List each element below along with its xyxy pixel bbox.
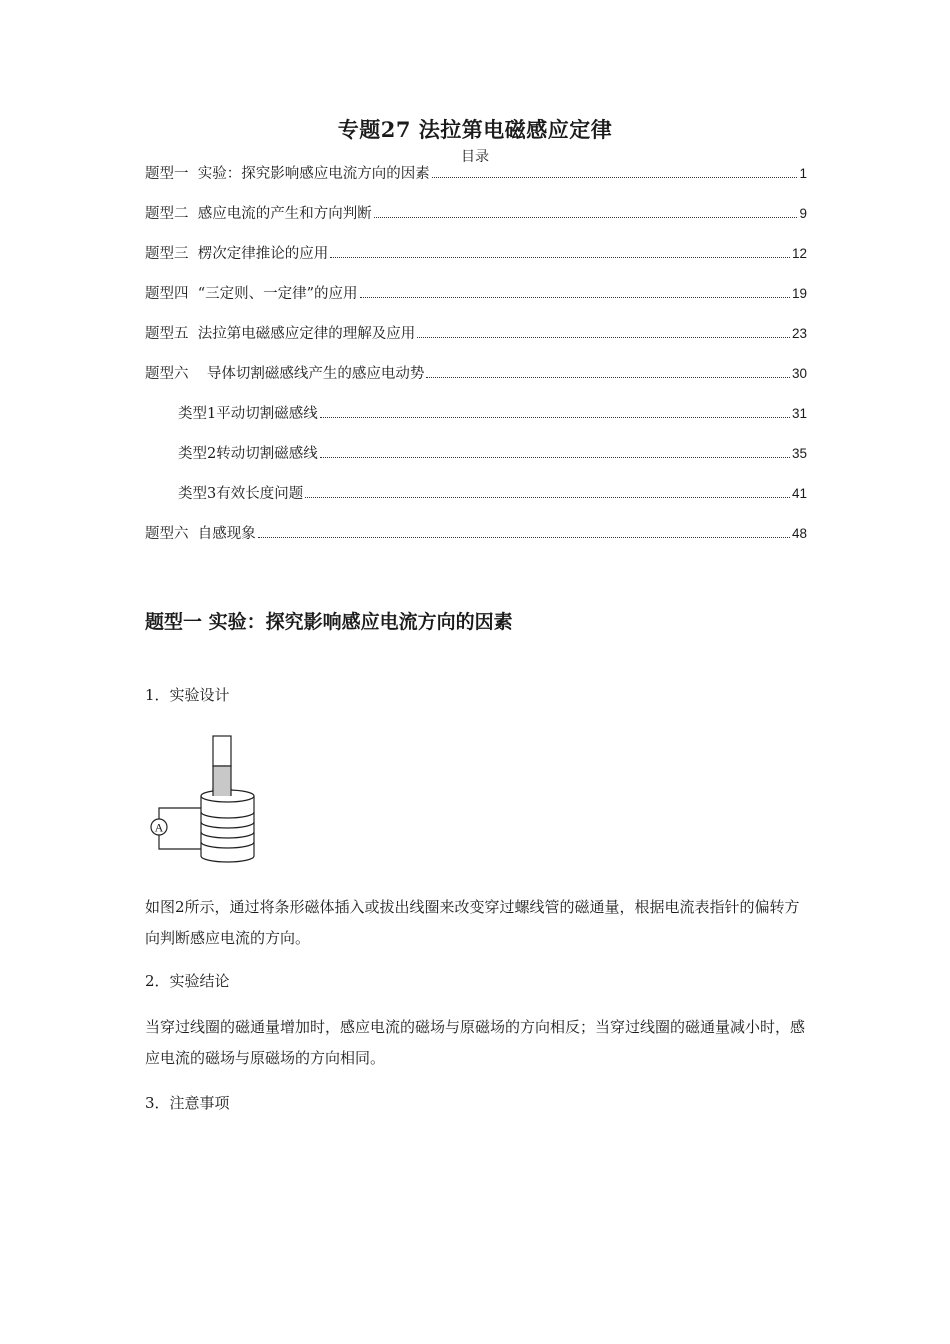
toc-entry[interactable] — [145, 162, 807, 202]
toc-heading: 目录 — [461, 149, 489, 165]
toc-entry-label: 题型二 感应电流的产生和方向判断 — [145, 206, 372, 222]
coil-winding — [201, 832, 254, 838]
toc-entry-label: 题型六 自感现象 — [145, 526, 256, 542]
toc-leader-dots — [320, 457, 790, 458]
toc-entry-label: 题型三 楞次定律推论的应用 — [145, 246, 329, 262]
toc-entry[interactable] — [145, 202, 807, 242]
table-of-contents — [145, 162, 807, 562]
experiment-figure — [145, 732, 265, 867]
toc-entry-page: 35 — [791, 446, 807, 461]
wire — [159, 835, 201, 849]
toc-leader-dots — [426, 377, 790, 378]
toc-entry[interactable] — [145, 482, 807, 522]
toc-entry-page: 19 — [791, 286, 807, 301]
toc-entry[interactable] — [145, 322, 807, 362]
toc-entry[interactable] — [145, 362, 807, 402]
wire — [159, 808, 201, 819]
toc-entry-label: 题型一 实验：探究影响感应电流方向的因素 — [145, 166, 430, 182]
coil-winding — [201, 842, 254, 848]
toc-leader-dots — [305, 497, 790, 498]
toc-entry[interactable] — [145, 242, 807, 282]
toc-entry-label: 类型1平动切割磁感线 — [178, 406, 318, 422]
toc-leader-dots — [417, 337, 790, 338]
document-title: 专题27 法拉第电磁感应定律 — [337, 117, 613, 142]
toc-leader-dots — [432, 177, 798, 178]
ammeter-label: A — [154, 820, 164, 835]
toc-entry-label: 类型3有效长度问题 — [178, 486, 304, 502]
toc-entry-label: 题型四 “三定则、一定律”的应用 — [145, 286, 358, 302]
item3-heading: 3．注意事项 — [145, 1094, 230, 1112]
toc-entry[interactable] — [145, 402, 807, 442]
toc-entry-page: 30 — [791, 366, 807, 381]
toc-entry-label: 题型五 法拉第电磁感应定律的理解及应用 — [145, 326, 416, 342]
magnet-upper-pole — [213, 736, 231, 766]
item2-text: 当穿过线圈的磁通量增加时，感应电流的磁场与原磁场的方向相反；当穿过线圈的磁通量减小时，感应电流的磁场与原磁场的方向相同。 — [145, 1018, 806, 1067]
toc-leader-dots — [360, 297, 790, 298]
toc-entry[interactable] — [145, 442, 807, 482]
item1-text: 如图2所示，通过将条形磁体插入或拔出线圈来改变穿过螺线管的磁通量，根据电流表指针的偏转方向判断感应电流的方向。 — [145, 898, 800, 947]
section-heading: 题型一 实验：探究影响感应电流方向的因素 — [145, 611, 513, 633]
toc-entry-page: 31 — [791, 406, 807, 421]
item2-heading: 2．实验结论 — [145, 972, 230, 990]
toc-entry[interactable] — [145, 522, 807, 562]
item1-heading: 1．实验设计 — [145, 686, 230, 704]
toc-entry-label: 题型六 导体切割磁感线产生的感应电动势 — [145, 366, 425, 382]
toc-leader-dots — [330, 257, 790, 258]
solenoid-magnet-diagram — [145, 732, 265, 867]
toc-leader-dots — [320, 417, 790, 418]
toc-leader-dots — [374, 217, 798, 218]
coil-winding — [201, 822, 254, 828]
coil-winding — [201, 812, 254, 818]
toc-entry-page: 9 — [799, 206, 807, 221]
toc-leader-dots — [258, 537, 790, 538]
toc-entry-page: 1 — [799, 166, 807, 181]
toc-entry-page: 41 — [791, 486, 807, 501]
toc-entry-page: 12 — [791, 246, 807, 261]
toc-entry-label: 类型2转动切割磁感线 — [178, 446, 318, 462]
toc-entry-page: 23 — [791, 326, 807, 341]
toc-entry[interactable] — [145, 282, 807, 322]
toc-entry-page: 48 — [791, 526, 807, 541]
